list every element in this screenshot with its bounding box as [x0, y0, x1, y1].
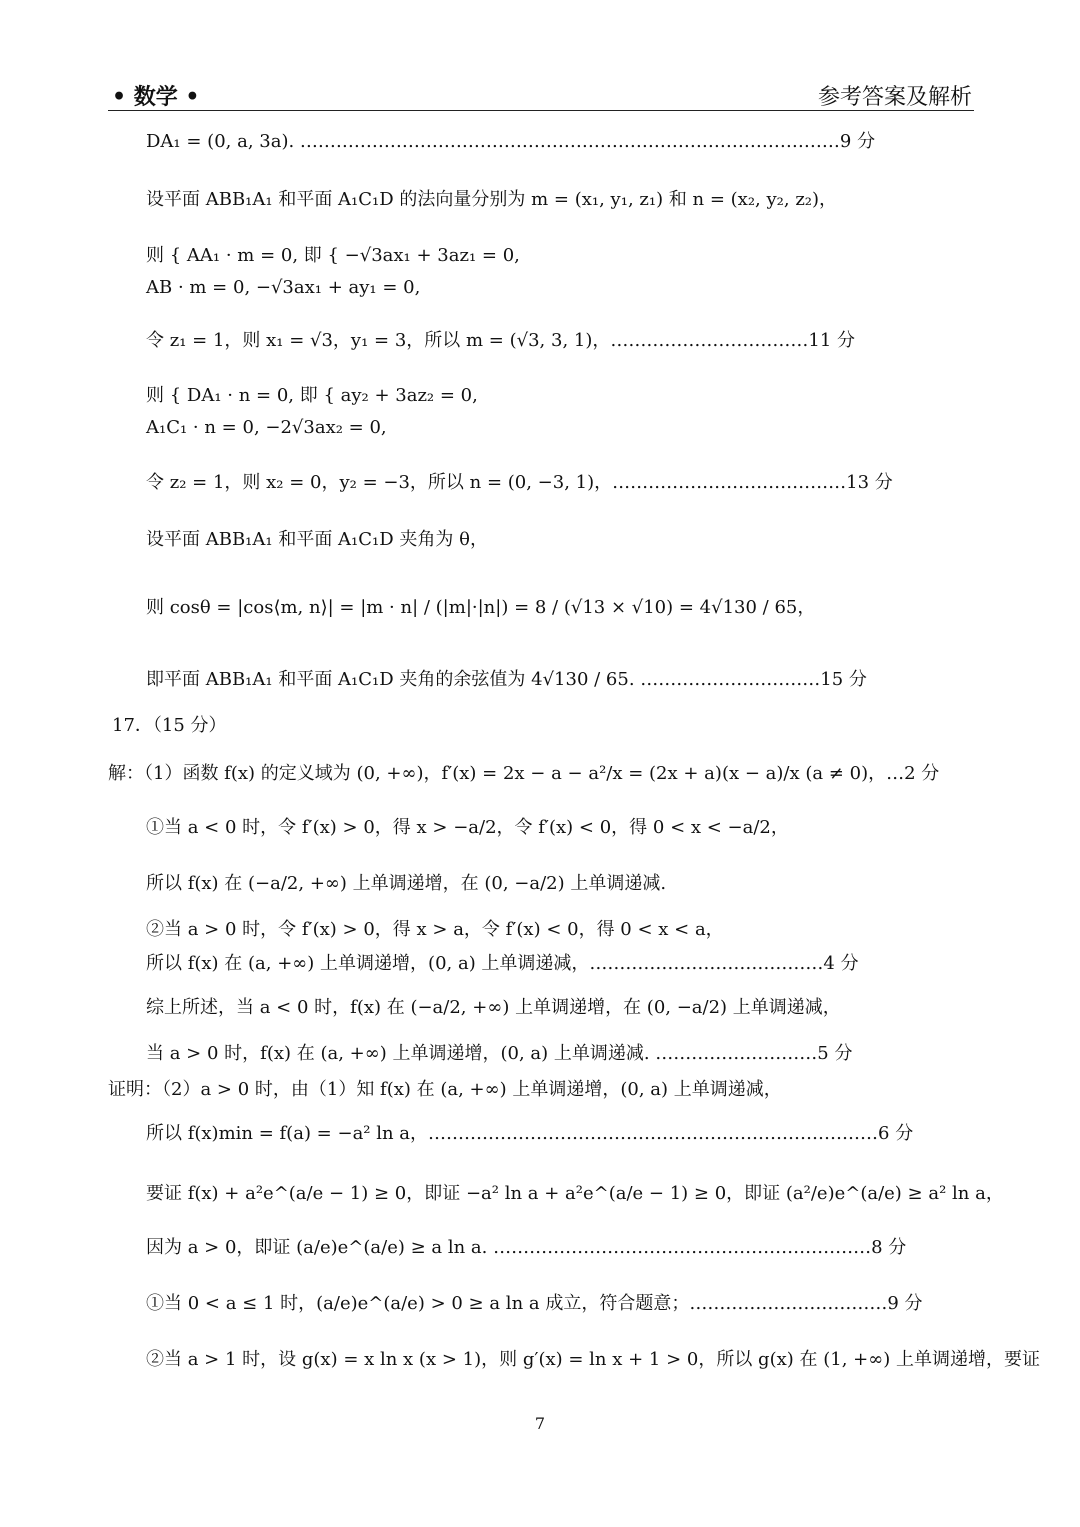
line-case-a-pos: ②当 a > 0 时，令 f′(x) > 0，得 x > a，令 f′(x) < 0，得 0 < x < a，: [146, 919, 724, 940]
line-solve-m: 令 z₁ = 1，则 x₁ = √3，y₁ = 3，所以 m = (√3, 3, 1)，……………………………11 分: [146, 330, 855, 351]
line-case-a-neg: ①当 a < 0 时，令 f′(x) > 0，得 x > −a/2，令 f′(x) < 0，得 0 < x < −a/2，: [146, 817, 789, 838]
line-cos-result: 即平面 ABB₁A₁ 和平面 A₁C₁D 夹角的余弦值为 4√130 / 65. …………………………15 分: [146, 669, 867, 690]
problem-17-title: 17．（15 分）: [112, 715, 227, 736]
line-solution-1: 解：（1）函数 f(x) 的定义域为 (0, +∞)，f′(x) = 2x − a − a²/x = (2x + a)(x − a)/x (a ≠ 0)，…2 分: [108, 763, 940, 784]
page-header: [112, 80, 972, 112]
line-monotone-neg: 所以 f(x) 在 (−a/2, +∞) 上单调递增，在 (0, −a/2) 上单调递减.: [146, 873, 667, 894]
line-normal-vectors: 设平面 ABB₁A₁ 和平面 A₁C₁D 的法向量分别为 m = (x₁, y₁, z₁) 和 n = (x₂, y₂, z₂)，: [146, 189, 838, 210]
line-case-large-a: ②当 a > 1 时，设 g(x) = x ln x (x > 1)，则 g′(x) = ln x + 1 > 0，所以 g(x) 在 (1, +∞) 上单调递增，要证: [146, 1349, 1040, 1370]
line-min-value: 所以 f(x)min = f(a) = −a² ln a，…………………………………………………………………6 分: [146, 1123, 914, 1144]
line-reduce: 因为 a > 0，即证 (a/e)e^(a/e) ≥ a ln a. ………………………………………………………8 分: [146, 1237, 907, 1258]
line-angle-def: 设平面 ABB₁A₁ 和平面 A₁C₁D 夹角为 θ，: [146, 529, 488, 550]
header-divider: [108, 110, 974, 111]
line-system-m-2: AB · m = 0, −√3ax₁ + ay₁ = 0,: [146, 277, 421, 298]
header-title: 参考答案及解析: [817, 85, 972, 110]
line-to-prove: 要证 f(x) + a²e^(a/e − 1) ≥ 0，即证 −a² ln a + a²e^(a/e − 1) ≥ 0，即证 (a²/e)e^(a/e) ≥ a² ln a，: [146, 1183, 1004, 1204]
line-system-n-2: A₁C₁ · n = 0, −2√3ax₂ = 0,: [146, 417, 387, 438]
line-monotone-pos: 所以 f(x) 在 (a, +∞) 上单调递增，(0, a) 上单调递减，…………………………………4 分: [146, 953, 859, 974]
header-subject: • 数学 •: [112, 84, 200, 110]
line-summary-1: 综上所述，当 a < 0 时，f(x) 在 (−a/2, +∞) 上单调递增，在 (0, −a/2) 上单调递减，: [146, 997, 841, 1018]
line-system-m-1: 则 { AA₁ · m = 0, 即 { −√3ax₁ + 3az₁ = 0,: [146, 245, 520, 266]
line-summary-2: 当 a > 0 时，f(x) 在 (a, +∞) 上单调递增，(0, a) 上单调递减. ………………………5 分: [146, 1043, 853, 1064]
line-system-n-1: 则 { DA₁ · n = 0, 即 { ay₂ + 3az₂ = 0,: [146, 385, 478, 406]
page-number: 7: [534, 1414, 546, 1433]
line-solve-n: 令 z₂ = 1，则 x₂ = 0，y₂ = −3，所以 n = (0, −3, 1)，…………………………………13 分: [146, 472, 893, 493]
line-case-small-a: ①当 0 < a ≤ 1 时，(a/e)e^(a/e) > 0 ≥ a ln a 成立，符合题意；……………………………9 分: [146, 1293, 923, 1314]
line-cos-theta: 则 cosθ = |cos⟨m, n⟩| = |m · n| / (|m|·|n|) = 8 / (√13 × √10) = 4√130 / 65，: [146, 597, 816, 618]
line-da1: DA₁ = (0, a, 3a). ………………………………………………………………………………9 分: [146, 131, 876, 152]
line-proof-start: 证明：（2）a > 0 时，由（1）知 f(x) 在 (a, +∞) 上单调递增，(0, a) 上单调递减，: [108, 1079, 782, 1100]
